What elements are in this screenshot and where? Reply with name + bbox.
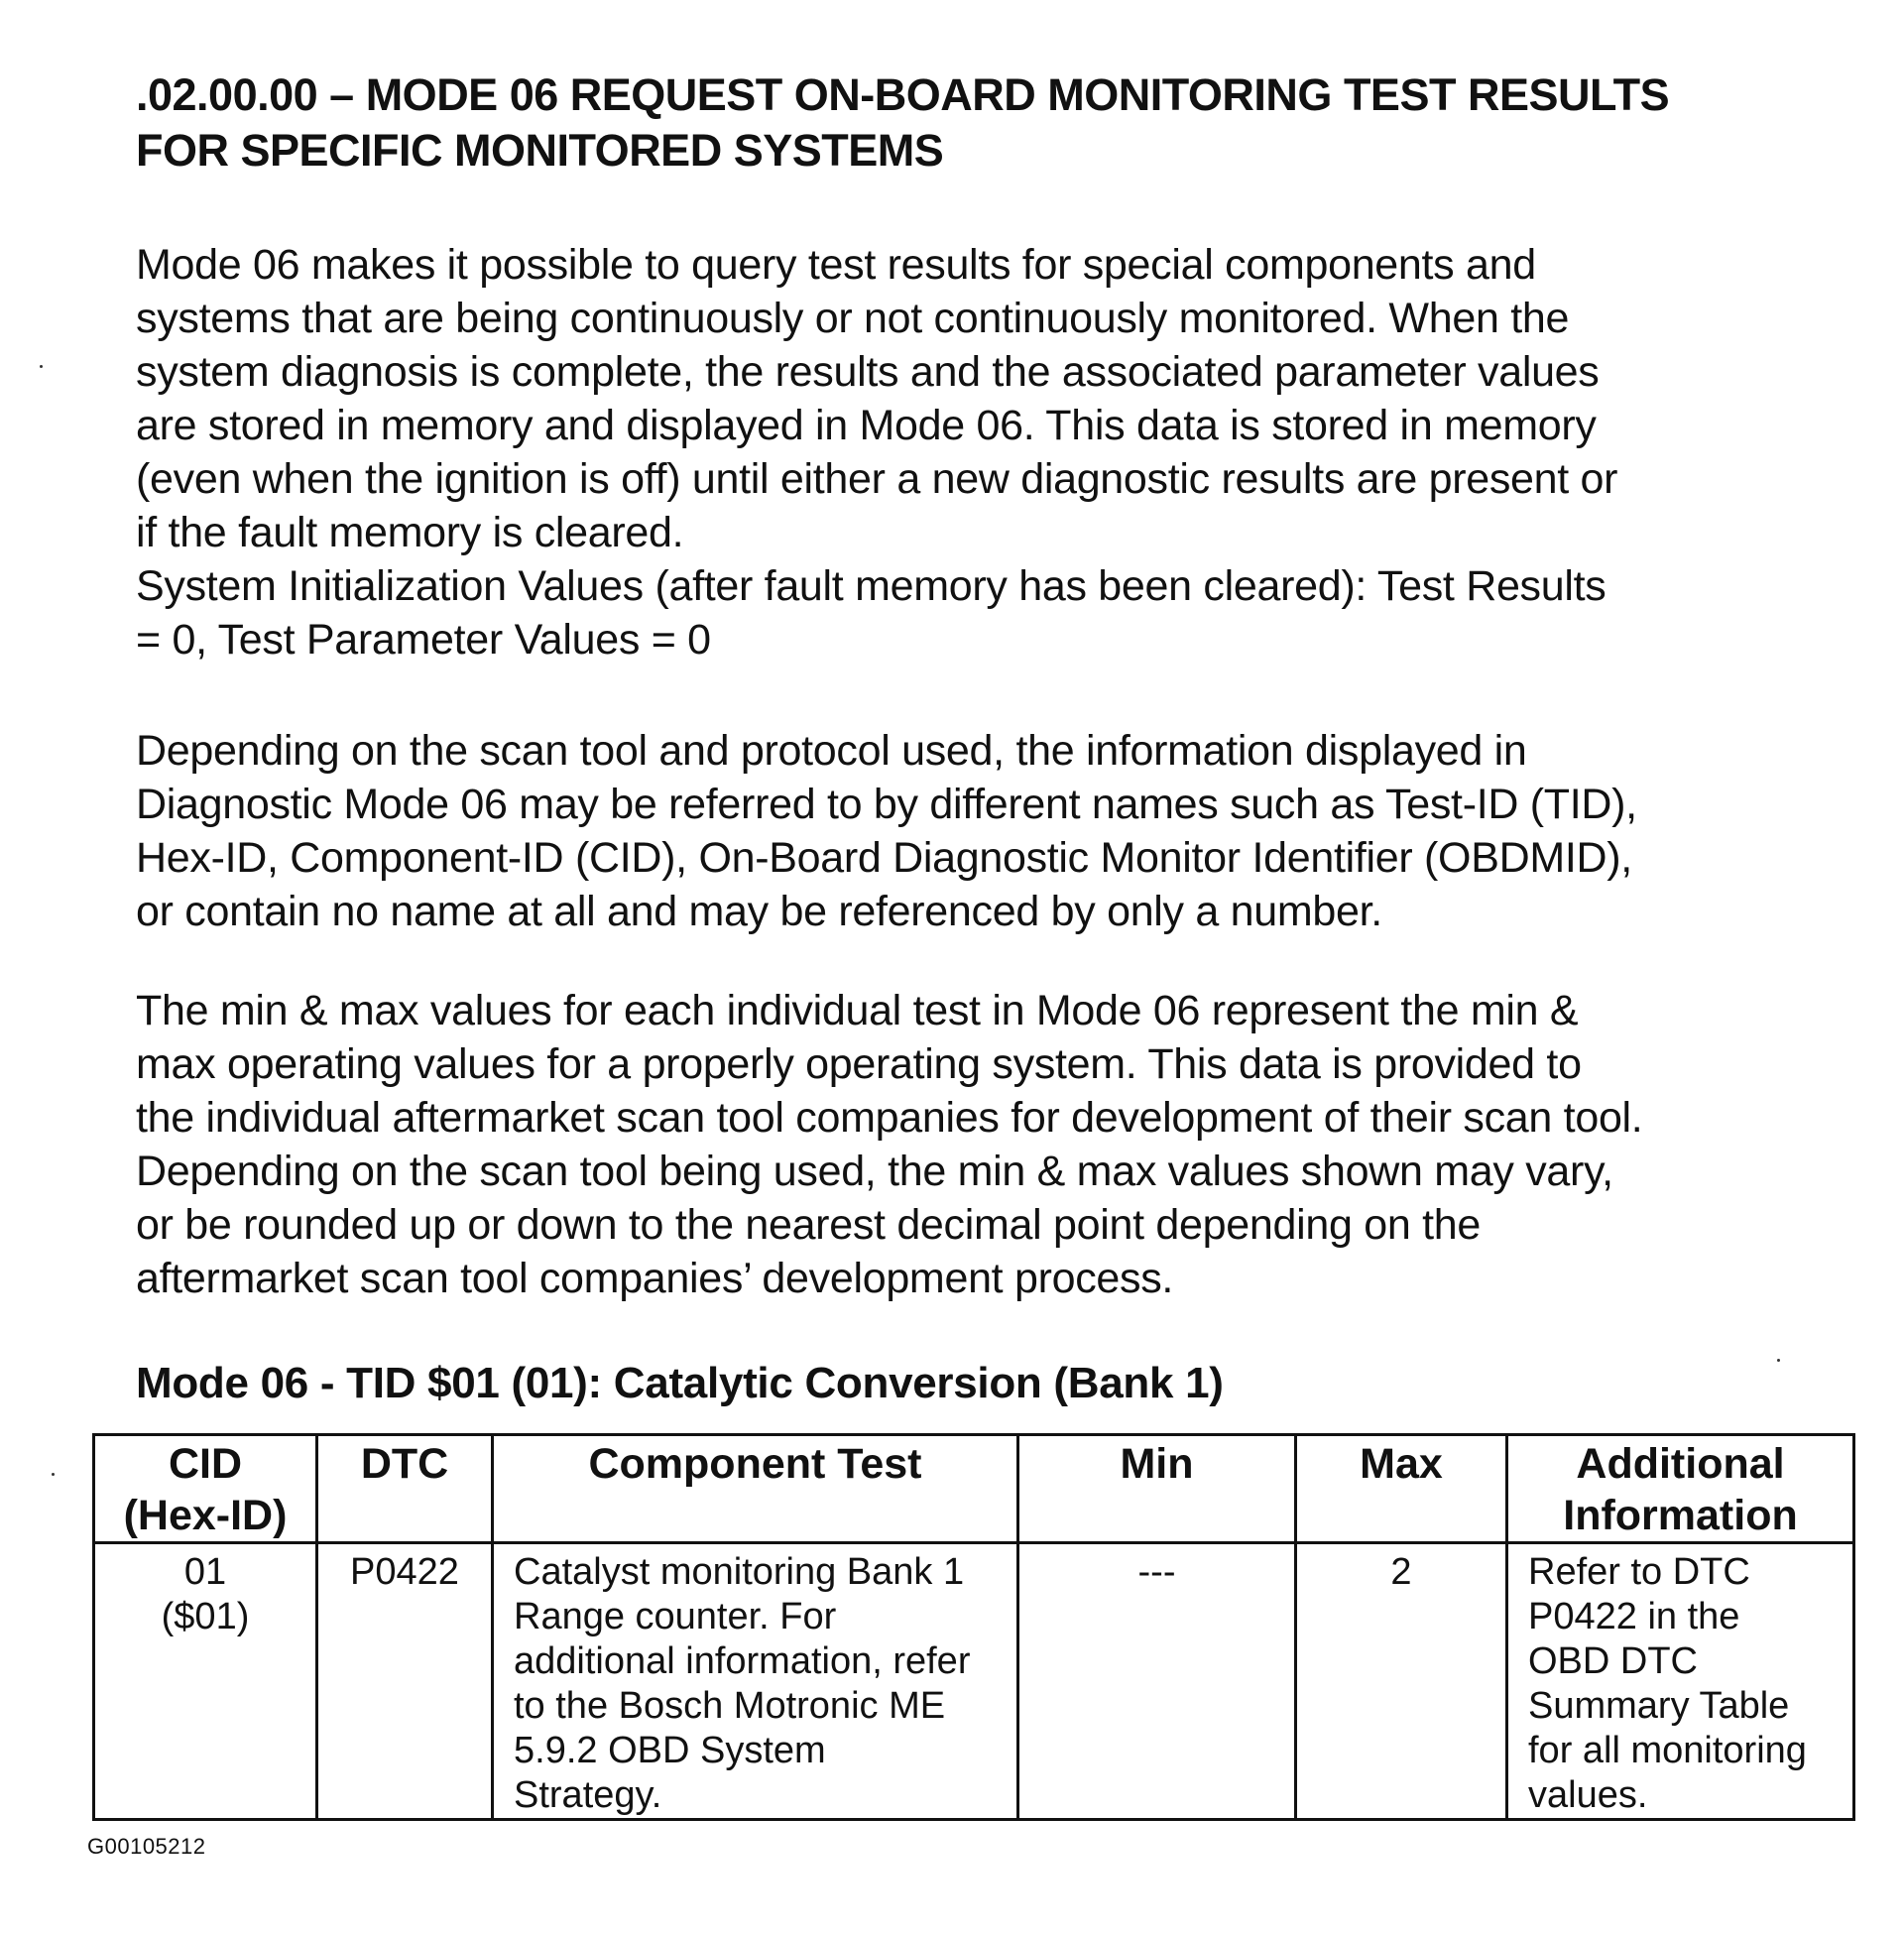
column-header-dtc <box>317 1435 493 1543</box>
paragraph-min-max <box>136 984 1842 1305</box>
text-line: system diagnosis is complete, the results and the associated parameter values <box>136 348 1600 396</box>
column-header-min <box>1018 1435 1296 1543</box>
header-line: CID <box>168 1440 243 1488</box>
text-line: Diagnostic Mode 06 may be referred to by different names such as Test-ID (TID), <box>136 781 1637 828</box>
cell-line: 5.9.2 OBD System <box>514 1730 826 1771</box>
tid-table <box>92 1433 1855 1821</box>
cell-line: for all monitoring <box>1528 1730 1807 1771</box>
text-line: aftermarket scan tool companies’ development process. <box>136 1255 1174 1302</box>
cell-min <box>1018 1543 1296 1820</box>
text-line: (even when the ignition is off) until either a new diagnostic results are present or <box>136 455 1618 503</box>
figure-id: G00105212 <box>87 1834 206 1859</box>
text-line: = 0, Test Parameter Values = 0 <box>136 616 711 664</box>
cell-line: 01 <box>183 1551 227 1593</box>
header-line: Additional <box>1576 1440 1785 1488</box>
cell-line: 2 <box>1390 1551 1412 1593</box>
cell-line: Summary Table <box>1528 1685 1790 1727</box>
cell-line: to the Bosch Motronic ME <box>514 1685 946 1727</box>
document-title <box>136 67 1822 179</box>
header-line: Information <box>1563 1492 1798 1539</box>
cell-dtc <box>317 1543 493 1820</box>
cell-line: additional information, refer <box>514 1640 971 1682</box>
cell-additional-info <box>1507 1543 1854 1820</box>
text-line: are stored in memory and displayed in Mode 06. This data is stored in memory <box>136 402 1597 449</box>
column-header-component-test <box>493 1435 1018 1543</box>
scan-speck <box>52 1473 55 1476</box>
cell-line: --- <box>1137 1551 1176 1593</box>
cell-line: Range counter. For <box>514 1596 837 1637</box>
cell-cid <box>94 1543 317 1820</box>
table-header-row <box>94 1435 1854 1543</box>
column-header-additional-info <box>1507 1435 1854 1543</box>
text-line: Mode 06 makes it possible to query test results for special components and <box>136 241 1536 289</box>
text-line: Depending on the scan tool being used, the min & max values shown may vary, <box>136 1148 1613 1195</box>
column-header-cid <box>94 1435 317 1543</box>
cell-line: Strategy. <box>514 1774 662 1816</box>
header-line: Component Test <box>588 1440 922 1488</box>
text-line: systems that are being continuously or not continuously monitored. When the <box>136 295 1570 342</box>
scan-speck <box>1777 1359 1780 1362</box>
text-line: the individual aftermarket scan tool companies for development of their scan tool. <box>136 1094 1643 1142</box>
column-header-max <box>1296 1435 1507 1543</box>
cell-line: Refer to DTC <box>1528 1551 1750 1593</box>
cell-component-test <box>493 1543 1018 1820</box>
table-title: Mode 06 - TID $01 (01): Catalytic Conversion (Bank 1) <box>136 1359 1224 1407</box>
text-line: or contain no name at all and may be referenced by only a number. <box>136 888 1382 935</box>
text-line: System Initialization Values (after fault memory has been cleared): Test Results <box>136 562 1606 610</box>
text-line: max operating values for a properly operating system. This data is provided to <box>136 1040 1582 1088</box>
table-row <box>94 1543 1854 1820</box>
header-line: (Hex-ID) <box>123 1492 288 1539</box>
text-line: The min & max values for each individual test in Mode 06 represent the min & <box>136 987 1579 1034</box>
header-line: Min <box>1120 1440 1194 1488</box>
paragraph-mode06-overview <box>136 238 1842 666</box>
paragraph-naming <box>136 724 1842 938</box>
title-line: FOR SPECIFIC MONITORED SYSTEMS <box>136 125 944 176</box>
text-line: if the fault memory is cleared. <box>136 509 684 556</box>
text-line: Hex-ID, Component-ID (CID), On-Board Diagnostic Monitor Identifier (OBDMID), <box>136 834 1632 882</box>
cell-line: P0422 <box>350 1551 459 1593</box>
cell-line: Catalyst monitoring Bank 1 <box>514 1551 965 1593</box>
cell-max <box>1296 1543 1507 1820</box>
header-line: Max <box>1360 1440 1443 1488</box>
scan-speck <box>40 365 43 368</box>
cell-line: OBD DTC <box>1528 1640 1698 1682</box>
text-line: or be rounded up or down to the nearest decimal point depending on the <box>136 1201 1481 1249</box>
cell-line: P0422 in the <box>1528 1596 1740 1637</box>
title-line: .02.00.00 – MODE 06 REQUEST ON-BOARD MONITORING TEST RESULTS <box>136 69 1670 120</box>
cell-line: values. <box>1528 1774 1648 1816</box>
cell-line: ($01) <box>161 1596 250 1637</box>
text-line: Depending on the scan tool and protocol used, the information displayed in <box>136 727 1527 775</box>
header-line: DTC <box>360 1440 449 1488</box>
